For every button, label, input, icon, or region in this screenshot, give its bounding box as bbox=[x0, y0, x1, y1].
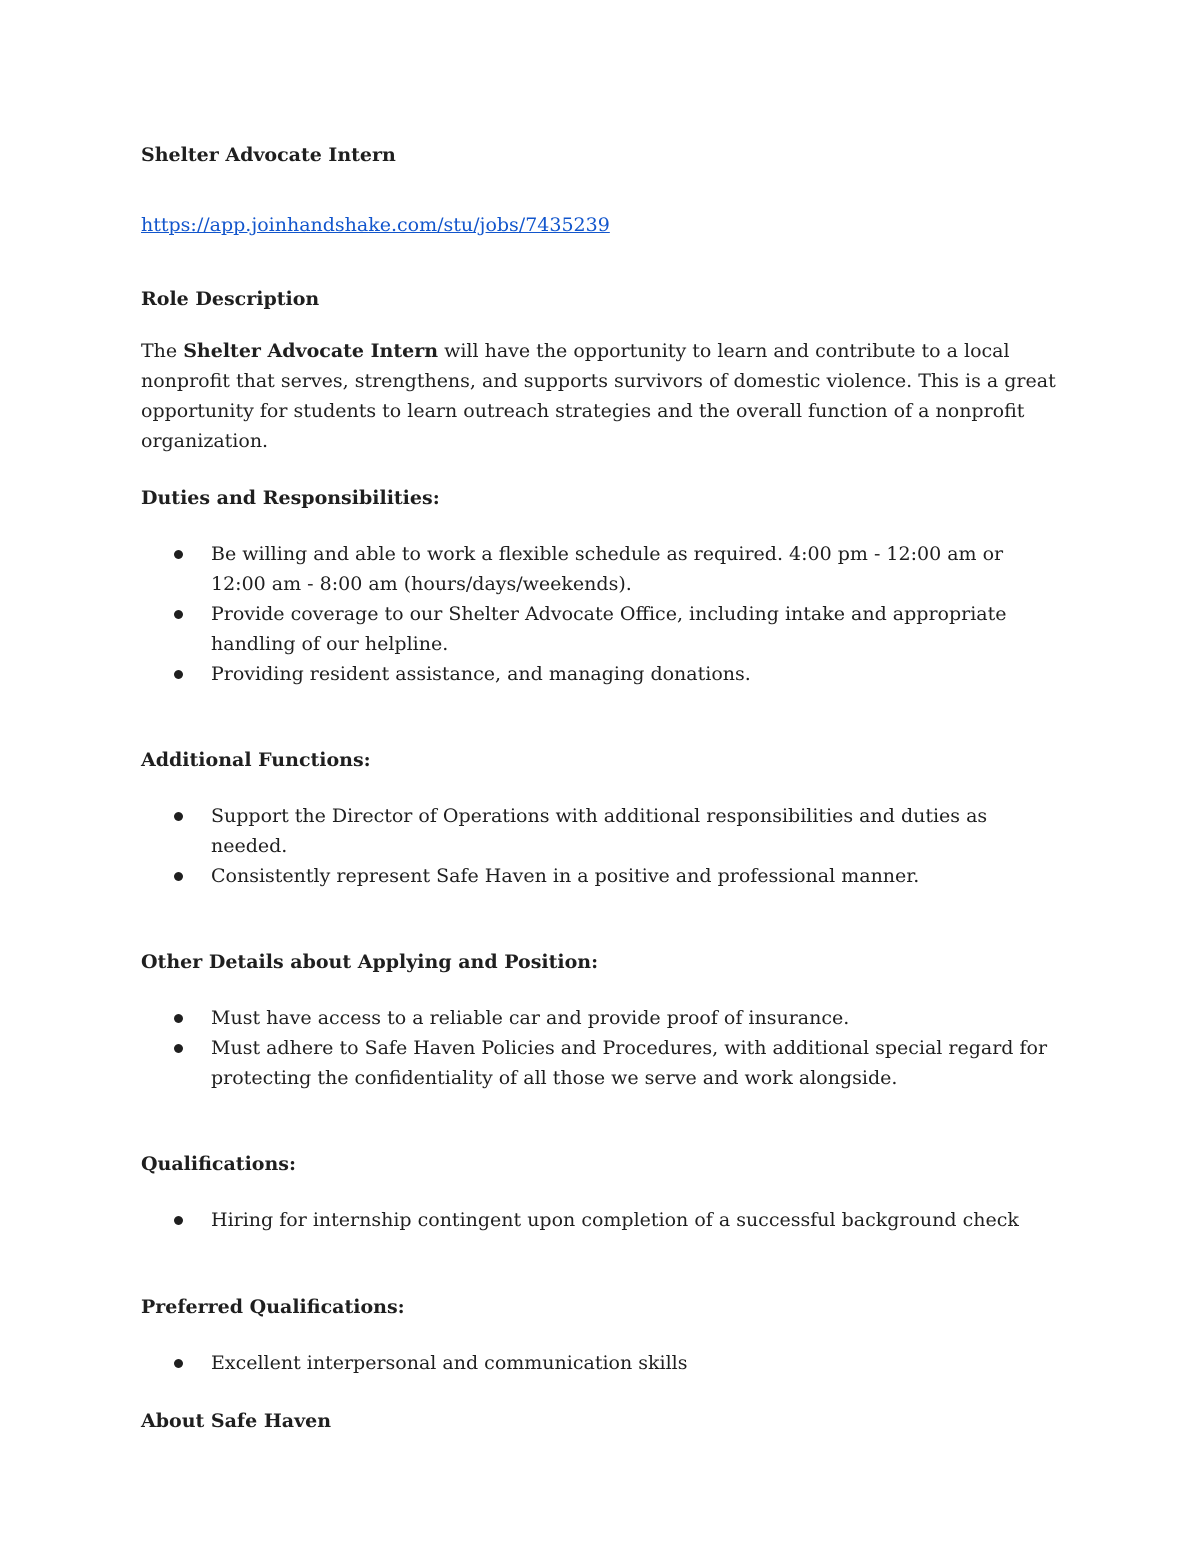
additional-functions-heading: Additional Functions: bbox=[141, 749, 371, 771]
list-item-text: Provide coverage to our Shelter Advocate Office, including intake and appropriate handling of our helpline. bbox=[211, 603, 1007, 655]
list-item bbox=[141, 1205, 1061, 1235]
bullet-icon bbox=[174, 550, 183, 559]
role-text-prefix: The bbox=[141, 340, 184, 362]
list-item-text: Hiring for internship contingent upon completion of a successful background check bbox=[211, 1209, 1019, 1231]
other-details-list bbox=[141, 1003, 1061, 1093]
list-item bbox=[141, 659, 1061, 689]
role-text-bold: Shelter Advocate Intern bbox=[183, 340, 439, 362]
preferred-qualifications-list bbox=[141, 1348, 1061, 1378]
list-item-text: Must have access to a reliable car and provide proof of insurance. bbox=[211, 1007, 850, 1029]
role-description-heading: Role Description bbox=[141, 288, 320, 310]
list-item bbox=[141, 801, 1061, 861]
bullet-icon bbox=[174, 610, 183, 619]
bullet-icon bbox=[174, 812, 183, 821]
list-item bbox=[141, 539, 1061, 599]
role-text-suffix: will have the opportunity to learn and contribute to a local nonprofit that serves, strengthens, and supports survivors of domestic violence. This is a great opportunity for students to learn outreach strategies and the overall function of a nonprofit organization. bbox=[141, 340, 1056, 452]
about-heading: About Safe Haven bbox=[141, 1410, 332, 1432]
bullet-icon bbox=[174, 1044, 183, 1053]
role-description-text bbox=[141, 336, 1061, 456]
bullet-icon bbox=[174, 1216, 183, 1225]
other-details-heading: Other Details about Applying and Position: bbox=[141, 951, 599, 973]
list-item-text: Be willing and able to work a flexible schedule as required. 4:00 pm - 12:00 am or 12:00 am - 8:00 am (hours/days/weekends). bbox=[211, 543, 1004, 595]
list-item bbox=[141, 1003, 1061, 1033]
duties-heading: Duties and Responsibilities: bbox=[141, 487, 440, 509]
list-item-text: Support the Director of Operations with additional responsibilities and duties as needed. bbox=[211, 805, 988, 857]
document-page bbox=[141, 140, 1061, 1436]
qualifications-heading: Qualifications: bbox=[141, 1153, 296, 1175]
list-item bbox=[141, 1348, 1061, 1378]
list-item-text: Must adhere to Safe Haven Policies and Procedures, with additional special regard for protecting the confidentiality of all those we serve and work alongside. bbox=[211, 1037, 1048, 1089]
list-item-text: Excellent interpersonal and communication skills bbox=[211, 1352, 688, 1374]
list-item bbox=[141, 599, 1061, 659]
list-item bbox=[141, 1033, 1061, 1093]
list-item bbox=[141, 861, 1061, 891]
additional-functions-list bbox=[141, 801, 1061, 891]
job-link[interactable]: https://app.joinhandshake.com/stu/jobs/7435239 bbox=[141, 214, 610, 236]
duties-list bbox=[141, 539, 1061, 689]
preferred-qualifications-heading: Preferred Qualifications: bbox=[141, 1296, 405, 1318]
bullet-icon bbox=[174, 872, 183, 881]
bullet-icon bbox=[174, 1359, 183, 1368]
page-title: Shelter Advocate Intern bbox=[141, 144, 396, 166]
list-item-text: Providing resident assistance, and managing donations. bbox=[211, 663, 751, 685]
bullet-icon bbox=[174, 670, 183, 679]
bullet-icon bbox=[174, 1014, 183, 1023]
qualifications-list bbox=[141, 1205, 1061, 1235]
list-item-text: Consistently represent Safe Haven in a positive and professional manner. bbox=[211, 865, 920, 887]
